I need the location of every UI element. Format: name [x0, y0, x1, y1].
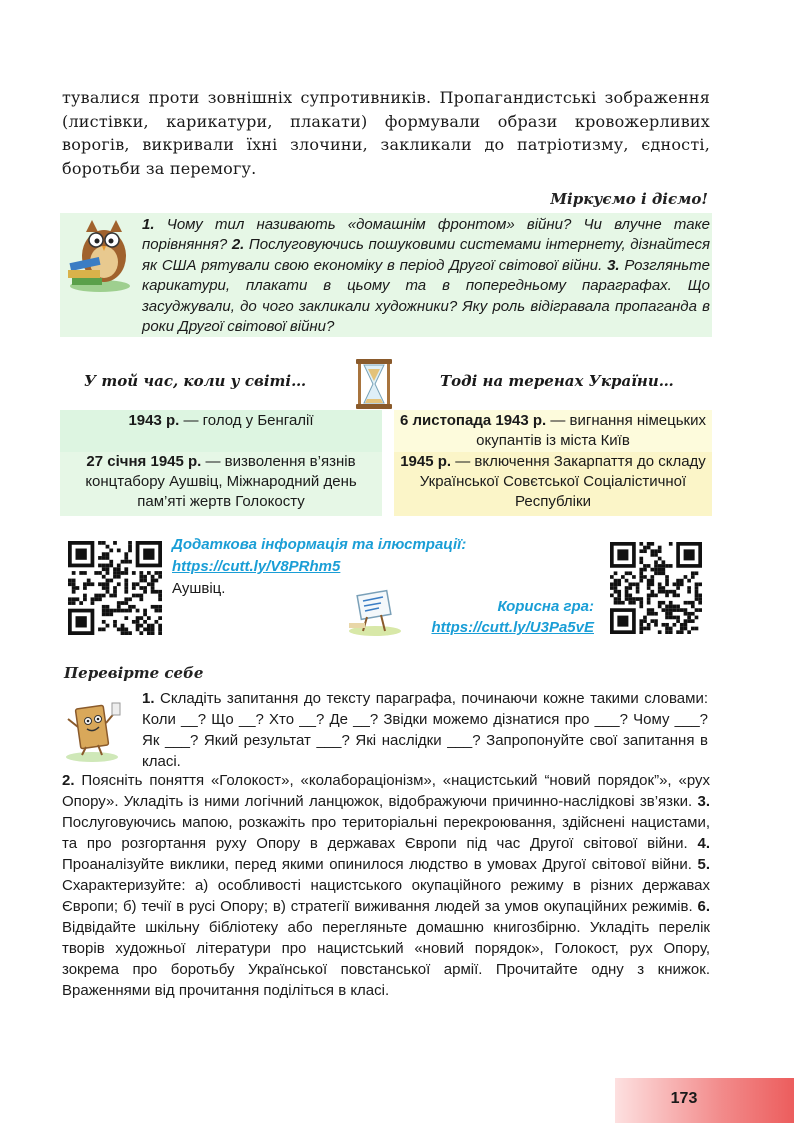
task-number: 4. [697, 835, 710, 852]
event-date: 6 листопада 1943 р. [400, 412, 547, 429]
additional-info-caption: Аушвіц. [172, 580, 226, 597]
useful-game-link[interactable]: https://cutt.ly/U3Pa5vE [431, 619, 594, 636]
intro-paragraph: тувалися проти зовнішніх супротивників. Пропагандистські зображення (листівки, карикатури, плакати) формували образи кровожерливих ворогів, викривали їхні злочини, закликали до патріотизму, єдності, боротьби за перемогу. [62, 88, 710, 178]
additional-info-heading: Додаткова інформація та ілюстрації: [172, 536, 467, 553]
task-number: 2. [231, 236, 245, 254]
event-date: 27 січня 1945 р. [86, 453, 202, 470]
timeline-ukraine-1945: 1945 р. — включення Закарпаття до складу Української Совєтської Соціалістичної Республіки [394, 452, 712, 516]
timeline-left-heading: У той час, коли у світі… [84, 372, 307, 390]
useful-game [431, 596, 594, 638]
timeline-right-heading: Тоді на теренах України… [440, 372, 674, 390]
whiteboard-icon [345, 587, 405, 637]
additional-info-link[interactable]: https://cutt.ly/V8PRhm5 [172, 558, 341, 575]
task-number: 1. [142, 216, 155, 233]
task-number: 6. [697, 898, 710, 915]
owl-reading-icon [64, 216, 136, 294]
book-character-icon [62, 697, 124, 763]
event-date: 1943 р. [128, 412, 180, 429]
check-tasks: 2. Поясніть поняття «Голокост», «колабораціонізм», «нацистський “новий порядок”», «рух Опору». Укладіть із ними логічний ланцюжок, відображуючи причинно-наслідкові зв’язки. 3. Послуговуючись мапою, розкажіть про територіальні перекроювання, здійснені нацистами, та про розгортання руху Опору в державах Європи під час Другої світової війни. 4. Проаналізуйте виклики, перед якими опинилося людство в умовах Другої світової війни. 5. Схарактеризуйте: а) особливості нацистського окупаційного режиму в різних державах Європи; б) течії в русі Опору; в) стратегії виживання людей за умов окупаційних режимів. 6. Відвідайте шкільну бібліотеку або перегляньте домашню книгозбірню. Укладіть перелік творів художньої літератури про нацистський «новий порядок», Голокост, рух Опору, зокрема про боротьбу Української повстанської армії. Прочитайте одну з книжок. Враженнями від прочитання поділіться в класі. [62, 772, 710, 999]
useful-game-heading: Корисна гра: [497, 598, 594, 615]
page-number: 173 [670, 1090, 698, 1107]
think-heading: Міркуємо і діємо! [550, 190, 708, 208]
timeline-world-1945: 27 січня 1945 р. — визволення в’язнів концтабору Аушвіц, Міжнародний день пам’яті жертв Голокосту [60, 452, 382, 516]
task-number: 5. [697, 856, 710, 873]
qr-code-icon[interactable] [68, 541, 162, 635]
timeline-world-1943: 1943 р. — голод у Бенгалії [60, 410, 382, 452]
timeline-ukraine-1943: 6 листопада 1943 р. — вигнання німецьких окупантів із міста Київ [394, 410, 712, 452]
check-task-1: 1. Складіть запитання до тексту параграфа, починаючи кожне такими словами: Коли __? Що __? Хто __? Де __? Звідки можемо дізнатися про ___? Чому ___? Як ___? Який результат ___? Які наслідки ___? Запропонуйте свої запитання в класі. [142, 690, 708, 770]
hourglass-icon [352, 357, 396, 411]
task-number: 3. [607, 256, 620, 274]
check-yourself-heading: Перевірте себе [64, 664, 204, 682]
think-tasks: 1. Чому тил називають «домашнім фронтом» війни? Чи влучне таке порівняння? 2. Послуговуючись пошуковими системами інтернету, дізнайтеся як США рятували свою економіку в період Другої світової війни. 3. Розгляньте карикатури, плакати в цьому та в попередньому параграфах. Що засуджували, до чого закликали художники? Яку роль відігравала пропаганда в роки Другої світової війни? [142, 216, 710, 336]
task-number: 2. [62, 772, 75, 789]
task-number: 1. [142, 690, 155, 707]
event-date: 1945 р. [400, 453, 452, 470]
qr-code-icon[interactable] [610, 541, 702, 635]
task-number: 3. [697, 793, 710, 810]
additional-info [172, 534, 466, 600]
